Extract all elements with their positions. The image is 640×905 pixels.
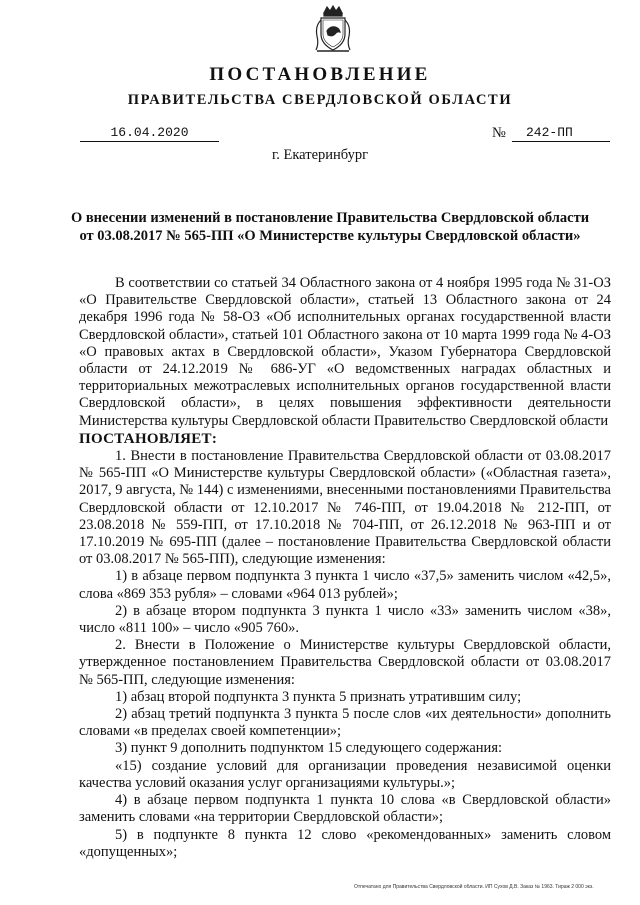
coat-of-arms-icon	[313, 4, 353, 56]
issuing-authority-heading: ПРАВИТЕЛЬСТВА СВЕРДЛОВСКОЙ ОБЛАСТИ	[127, 92, 513, 108]
paragraph-1-item-1: 1) в абзаце первом подпункта 3 пункта 1 число «37,5» заменить числом «42,5», слова «869 353 рубля» – словами «964 013 рублей»;	[79, 568, 611, 602]
decree-word: ПОСТАНОВЛЯЕТ:	[79, 430, 218, 447]
document-type-heading: ПОСТАНОВЛЕНИЕ	[209, 64, 431, 85]
document-number-block	[492, 125, 610, 141]
paragraph-2-item-1: 1) абзац второй подпункта 3 пункта 5 признать утратившим силу;	[115, 688, 522, 705]
paragraph-2-item-3: 3) пункт 9 дополнить подпунктом 15 следующего содержания:	[115, 740, 503, 757]
city-name: г. Екатеринбург	[271, 147, 369, 163]
paragraph-2: 2. Внести в Положение о Министерстве культуры Свердловской области, утвержденное постановлением Правительства Свердловской области от 03.08.2017 № 565-ПП, следующие изменения:	[79, 637, 611, 688]
paragraph-2-item-5: 5) в подпункте 8 пункта 12 слово «рекомендованных» заменить словом «допущенных»;	[79, 826, 611, 860]
document-title-line-1: О внесении изменений в постановление Правительства Свердловской области	[70, 210, 590, 226]
paragraph-2-item-4: 4) в абзаце первом подпункта 1 пункта 10 слова «в Свердловской области» заменить словами «на территории Свердловской области»;	[79, 792, 611, 826]
paragraph-1-item-2: 2) в абзаце втором подпункта 3 пункта 1 число «33» заменить числом «38», число «811 100» – число «905 760».	[79, 602, 611, 637]
document-body	[79, 275, 611, 861]
print-footer: Отпечатано для Правительства Свердловской области. ИП Сухов Д.В. Заказ № 1963. Тираж 2 000 экз.	[354, 884, 594, 890]
number-sign: №	[492, 125, 506, 141]
paragraph-1: 1. Внести в постановление Правительства Свердловской области от 03.08.2017 № 565-ПП «О Министерстве культуры Свердловской области» («Областная газета», 2017, 9 августа, № 144) с изменениями, внесенными постановлениями Правительства Свердловской области от 12.10.2017 № 746-ПП, от 19.04.2018 № 212-ПП, от 23.08.2018 № 559-ПП, от 17.10.2018 № 704-ПП, от 26.12.2018 № 963-ПП и от 17.10.2019 № 695-ПП (далее – постановление Правительства Свердловской области от 03.08.2017 № 565-ПП), следующие изменения:	[79, 448, 611, 568]
document-title-line-2: от 03.08.2017 № 565-ПП «О Министерстве культуры Свердловской области»	[79, 227, 581, 244]
document-date: 16.04.2020	[80, 125, 219, 142]
paragraph-2-item-2: 2) абзац третий подпункта 3 пункта 5 после слов «их деятельности» дополнить словами «в пределах своей компетенции»;	[79, 706, 611, 740]
document-title	[60, 210, 600, 245]
paragraph-2-item-3-quote: «15) создание условий для организации проведения независимой оценки качества условий оказания услуг организациями культуры.»;	[79, 757, 611, 791]
preamble-paragraph: В соответствии со статьей 34 Областного закона от 4 ноября 1995 года № 31-ОЗ «О Правительстве Свердловской области», статьей 13 Областного закона от 24 декабря 1996 года № 58-ОЗ «Об исполнительных органах государственной власти Свердловской области», статьей 101 Областного закона от 10 марта 1999 года № 4-ОЗ «О правовых актах в Свердловской области», Указом Губернатора Свердловской области от 24.12.2019 № 686-УГ «О ведомственных наградах областных и территориальных межотраслевых исполнительных органов государственной власти Свердловской области», в целях повышения эффективности деятельности Министерства культуры Свердловской области Правительство Свердловской области	[79, 275, 611, 429]
document-number: 242-ПП	[512, 125, 610, 142]
